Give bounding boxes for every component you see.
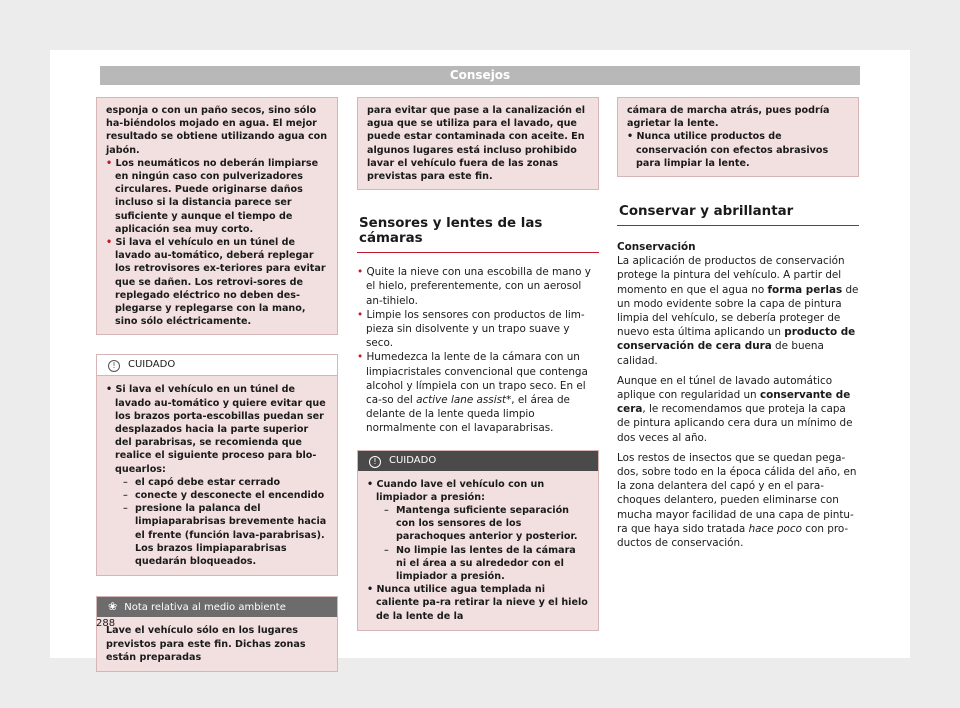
warning-icon: ! (369, 456, 381, 468)
environment-note-box (96, 596, 338, 672)
caution-box (357, 450, 599, 631)
caution-step: – No limpie las lentes de la cámara ni el área a su alrededor con el limpiador a presión. (384, 544, 576, 583)
caution-bullet: • Nunca utilice productos de conservación con efectos abrasivos para limpiar la lente. (627, 131, 829, 169)
page-header: Consejos (100, 66, 860, 85)
caution-step: – Mantenga suficiente separación con los sensores de los parachoques anterior y posterior. (384, 505, 578, 543)
environment-note-text: Lave el vehículo sólo en los lugares previstos para este fin. Dichas zonas están preparadas (106, 625, 306, 663)
sensor-bullet: • Limpie los sensores con productos de lim-pieza sin disolvente y un trapo suave y seco. (357, 308, 585, 350)
caution-step: – presione la palanca del limpiaparabrisas brevemente hacia el frente (función lava-parabrisas). Los brazos limpiaparabrisas quedarán bloqueados. (123, 503, 327, 568)
paragraph: La aplicación de productos de conservación protege la pintura del vehículo. A partir del momento en que el agua no forma perlas de un modo evidente sobre la capa de pintura limpia del vehículo, se debería proteger de nuevo esta última aplicando un producto de conservación de cera dura de buena calidad. (617, 255, 859, 367)
environment-note-header: ❀ Nota relativa al medio ambiente (97, 597, 337, 617)
tip-bullet: • Si lava el vehículo en un túnel de lavado au-tomático, deberá replegar los retrovisores ex-teriores para evitar que se dañen. Los retrovi-sores de replegado eléctrico no deben des-plegarse y replegarse con la mano, sino sólo eléctricamente. (106, 237, 326, 328)
caution-intro: cámara de marcha atrás, pues podría agrietar la lente. (627, 105, 830, 130)
tip-intro: esponja o con un paño secos, sino sólo ha-biéndolos mojado en agua. El mejor resultado se obtiene utilizando agua con jabón. (106, 105, 328, 156)
section-title-sensors: Sensores y lentes de las cámaras (357, 216, 599, 253)
caution-bullet: • Nunca utilice agua templada ni caliente pa-ra retirar la nieve y el hielo de la lente de la (367, 584, 588, 622)
tip-box-continued (96, 97, 338, 335)
column-3 (617, 97, 859, 550)
subheading-conservacion: Conservación (617, 241, 696, 254)
column-1 (96, 97, 338, 672)
conservar-body (617, 240, 859, 550)
sensor-bullet: • Quite la nieve con una escobilla de mano y el hielo, preferentemente, con un aerosol an-tihielo. (357, 266, 591, 307)
environment-note-continued: para evitar que pase a la canalización el agua que se utiliza para el lavado, que puede estar contaminada con aceite. En algunos lugares está incluso prohibido lavar el vehículo fuera de las zonas previstas para este fin. (357, 97, 599, 190)
paragraph: Los restos de insectos que se quedan pega-dos, sobre todo en la época cálida del año, en la zona delantera del capó y en el para-choques delantero, pueden eliminarse con mucha mayor facilidad de una capa de pintu-ra que haya sido tratada hace poco con pro-ductos de conservación. (617, 451, 857, 550)
page-number: 288 (96, 618, 116, 629)
caution-box (96, 354, 338, 576)
sensor-bullet: • Humedezca la lente de la cámara con un limpiacristales convencional que contenga alcohol y límpiela con un trapo seco. En el ca-so del active lane assist*, el área de delante de la lente queda limpio normalmente con el lavaparabrisas. (357, 351, 588, 435)
caution-bullet: • Cuando lave el vehículo con un limpiador a presión: (367, 478, 545, 503)
warning-icon: ! (108, 360, 120, 372)
section-title-conservar: Conservar y abrillantar (617, 204, 859, 226)
caution-header: ! CUIDADO (358, 451, 598, 471)
paragraph: Aunque en el túnel de lavado automático aplique con regularidad un conservante de cera, le recomendamos que proteja la capa de pintura aplicando cera dura un mínimo de dos veces al año. (617, 374, 853, 444)
caution-step: – conecte y desconecte el encendido (123, 490, 325, 502)
tip-bullet: • Los neumáticos no deberán limpiarse en ningún caso con pulverizadores circulares. Puede originarse daños incluso si la distancia parece ser suficiente y aunque el tiempo de aplicación sea muy corto. (106, 157, 319, 235)
flower-icon: ❀ (108, 600, 118, 614)
caution-bullet: • Si lava el vehículo en un túnel de lavado au-tomático y quiere evitar que los brazos porta-escobillas puedan ser desplazados hacia la parte superior del parabrisas, se recomienda que realice el siguiente proceso para blo-quearlos: (106, 384, 326, 475)
caution-box-continued (617, 97, 859, 177)
sensors-body (357, 265, 599, 435)
caution-header: ! CUIDADO (97, 355, 337, 376)
caution-step: – el capó debe estar cerrado (123, 476, 281, 488)
column-2 (357, 97, 599, 631)
